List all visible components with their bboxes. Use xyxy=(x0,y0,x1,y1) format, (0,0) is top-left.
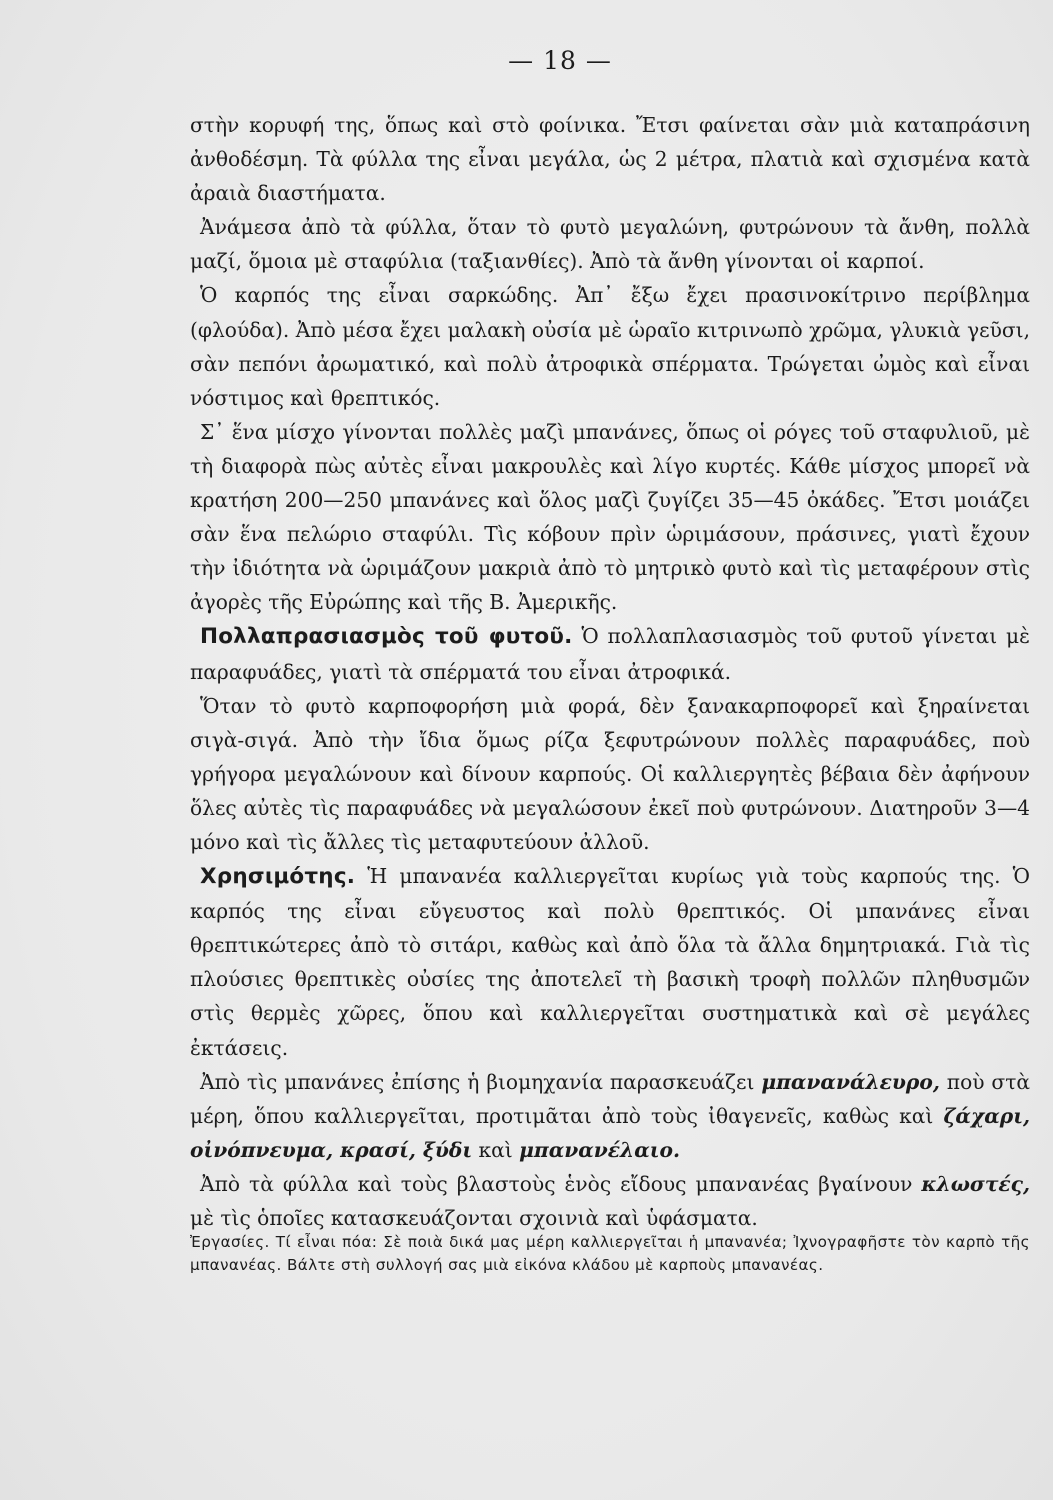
paragraph-flowers xyxy=(190,210,1030,278)
section-heading-usefulness: Χρησιμότης. xyxy=(200,864,356,890)
text-body xyxy=(190,108,1030,1276)
exercises-note xyxy=(190,1231,1030,1276)
paragraph-text: Ὅταν τὸ φυτὸ καρποφορήση μιὰ φορά, δὲν ξανακαρποφορεῖ καὶ ξηραίνεται σιγὰ-σιγά. Ἀπὸ τὴν ἴδια ὅμως ρίζα ξεφυτρώνουν πολλὲς παραφυάδες, ποὺ γρήγορα μεγαλώνουν καὶ δίνουν καρπούς. Οἱ καλλιεργητὲς βέβαια δὲν ἀφήνουν ὅλες αὐτὲς τὶς παραφυάδες νὰ μεγαλώσουν ἐκεῖ ποὺ φυτρώνουν. Διατηροῦν 3—4 μόνο καὶ τὶς ἄλλες τὶς μεταφυτεύουν ἀλλοῦ. xyxy=(190,693,1030,854)
text-segment: Ἀπὸ τὰ φύλλα καὶ τοὺς βλαστοὺς ἑνὸς εἴδους μπανανέας βγαίνουν xyxy=(200,1171,922,1196)
paragraph-usefulness xyxy=(190,859,1030,1065)
paragraph-bunch xyxy=(190,415,1030,620)
page-number: — 18 — xyxy=(508,46,612,75)
paragraph-fruit xyxy=(190,278,1030,414)
paragraph-text: Ἡ μπανανέα καλλιεργεῖται κυρίως γιὰ τοὺς καρπούς της. Ὁ καρπός της εἶναι εὔγευστος καὶ πολὺ θρεπτικός. Οἱ μπανάνες εἶναι θρεπτικώτερες ἀπὸ τὸ σιτάρι, καθὼς καὶ ἀπὸ ὅλα τὰ ἄλλα δημητριακά. Γιὰ τὶς πλούσιες θρεπτικὲς οὐσίες της ἀποτελεῖ τὴ βασικὴ τροφὴ πολλῶν πληθυσμῶν στὶς θερμὲς χῶρες, ὅπου καὶ καλλιεργεῖται συστηματικὰ καὶ σὲ μεγάλες ἐκτάσεις. xyxy=(190,864,1030,1060)
paragraph-fibers xyxy=(190,1167,1030,1235)
paragraph-flower-crown xyxy=(190,108,1030,210)
emphasis-term: μπανανέλαιο. xyxy=(519,1137,680,1162)
paragraph-text: Σ᾽ ἕνα μίσχο γίνονται πολλὲς μαζὶ μπανάνες, ὅπως οἱ ρόγες τοῦ σταφυλιοῦ, μὲ τὴ διαφορὰ πὼς αὐτὲς εἶναι μακρουλὲς καὶ λίγο κυρτές. Κάθε μίσχος μπορεῖ νὰ κρατήση 200—250 μπανάνες καὶ ὅλος μαζὶ ζυγίζει 35—45 ὀκάδες. Ἔτσι μοιάζει σὰν ἕνα πελώριο σταφύλι. Τὶς κόβουν πρὶν ὡριμάσουν, πράσινες, γιατὶ ἔχουν τὴν ἰδιότητα νὰ ὡριμάζουν μακριὰ ἀπὸ τὸ μητρικὸ φυτὸ καὶ τὶς μεταφέρουν στὶς ἀγορὲς τῆς Εὐρώπης καὶ τῆς Β. Ἀμερικῆς. xyxy=(190,419,1030,615)
emphasis-term: μπανανάλευρο, xyxy=(761,1069,940,1094)
emphasis-term: κλωστές, xyxy=(921,1171,1030,1196)
section-heading-propagation: Πολλαπρασιασμὸς τοῦ φυτοῦ. xyxy=(200,624,573,650)
text-segment: καὶ xyxy=(472,1137,520,1162)
emphasis-term: ζάχαρι, οἰνόπνευμα, κρασί, ξύδι xyxy=(190,1103,1030,1162)
paragraph-text: στὴν κορυφή της, ὅπως καὶ στὸ φοίνικα. Ἔτσι φαίνεται σὰν μιὰ καταπράσινη ἀνθοδέσμη. Τὰ φύλλα της εἶναι μεγάλα, ὡς 2 μέτρα, πλατιὰ καὶ σχισμένα κατὰ ἀραιὰ διαστήματα. xyxy=(190,113,1030,206)
exercises-text: Ἐργασίες. Τί εἶναι πόα: Σὲ ποιὰ δικά μας μέρη καλλιεργεῖται ἡ μπανανέα; Ἰχνογραφῆστε τὸν καρπὸ τῆς μπανανέας. Βάλτε στὴ συλλογή σας μιὰ εἰκόνα κλάδου μὲ καρποὺς μπανανέας. xyxy=(190,1233,1030,1274)
paragraph-text: Ἀνάμεσα ἀπὸ τὰ φύλλα, ὅταν τὸ φυτὸ μεγαλώνη, φυτρώνουν τὰ ἄνθη, πολλὰ μαζί, ὅμοια μὲ σταφύλια (ταξιανθίες). Ἀπὸ τὰ ἄνθη γίνονται οἱ καρποί. xyxy=(190,215,1030,274)
paragraph-text: Ὁ καρπός της εἶναι σαρκώδης. Ἀπ᾽ ἔξω ἔχει πρασινοκίτρινο περίβλημα (φλούδα). Ἀπὸ μέσα ἔχει μαλακὴ οὐσία μὲ ὡραῖο κιτρινωπὸ χρῶμα, γλυκιὰ γεῦσι, σὰν πεπόνι ἀρωματικό, καὶ πολὺ ἀτροφικὰ σπέρματα. Τρώγεται ὠμὸς καὶ εἶναι νόστιμος καὶ θρεπτικός. xyxy=(190,283,1030,410)
paragraph-propagation xyxy=(190,619,1030,688)
paragraph-text: Ὁ πολλαπλασιασμὸς τοῦ φυτοῦ γίνεται μὲ παραφυάδες, γιατὶ τὰ σπέρματά του εἶναι ἀτροφικά. xyxy=(190,624,1030,684)
paragraph-suckers xyxy=(190,689,1030,859)
paragraph-products xyxy=(190,1065,1030,1167)
text-segment: ποὺ στὰ μέρη, ὅπου καλλιεργεῖται, προτιμᾶται ἀπὸ τοὺς ἰθαγενεῖς, καθὼς καὶ xyxy=(190,1069,1031,1128)
text-segment: μὲ τὶς ὁποῖες κατασκευάζονται σχοινιὰ καὶ ὑφάσματα. xyxy=(190,1206,758,1230)
text-segment: Ἀπὸ τὶς μπανάνες ἐπίσης ἡ βιομηχανία παρασκευάζει xyxy=(200,1069,762,1094)
